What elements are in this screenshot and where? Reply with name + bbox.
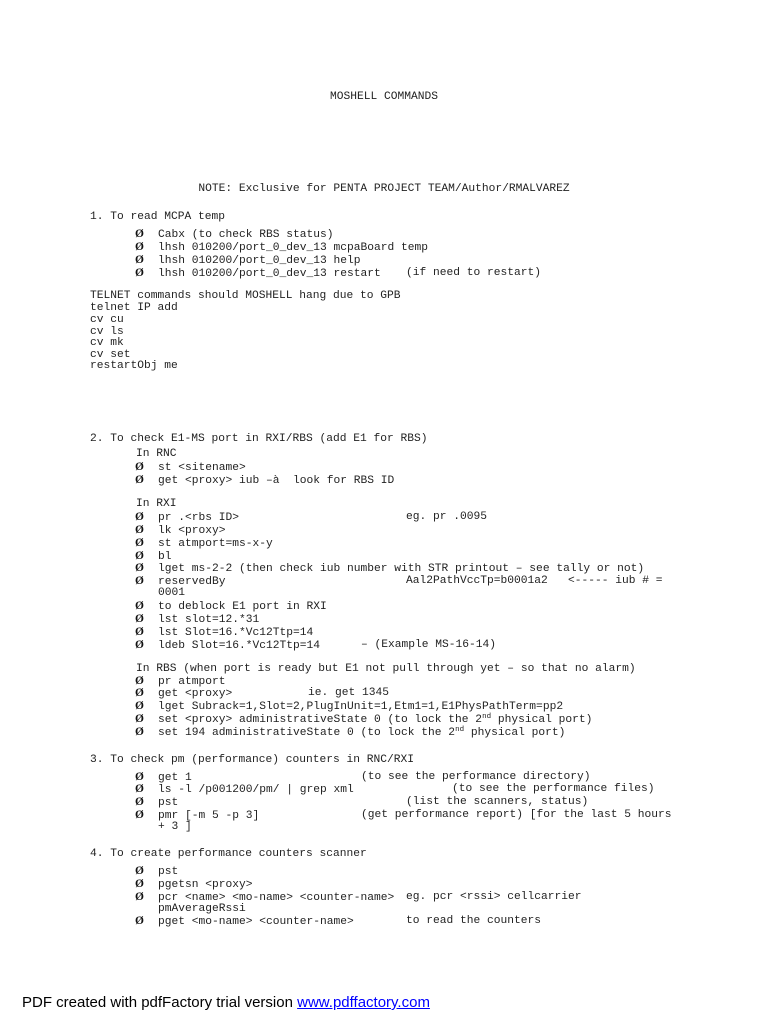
bullet-icon: Ø — [135, 575, 144, 587]
list-item — [135, 796, 589, 810]
command-text-part: set 194 administrativeState 0 (to lock the 2 — [158, 727, 456, 739]
bullet-icon: Ø — [135, 550, 144, 562]
command-note: Aal2PathVccTp=b0001a2 <----- iub # = — [406, 575, 663, 587]
list-item — [135, 474, 394, 488]
list-item — [135, 241, 428, 255]
bullet-icon: Ø — [135, 461, 144, 473]
command-text: pst — [158, 866, 179, 878]
command-note: (to see the performance directory) — [361, 771, 591, 783]
bullet-icon: Ø — [135, 796, 144, 808]
telnet-line: cv cu — [90, 314, 124, 326]
subsection-label-rnc: In RNC — [136, 448, 177, 460]
command-text: ls -l /p001200/pm/ | grep xml — [158, 784, 354, 796]
command-text: get <proxy> — [158, 688, 233, 700]
list-item — [135, 783, 655, 797]
list-item — [135, 915, 542, 929]
list-item — [135, 700, 563, 714]
pdf-footer — [22, 994, 430, 1012]
bullet-icon: Ø — [135, 865, 144, 877]
list-item — [135, 254, 361, 268]
bullet-icon: Ø — [135, 675, 144, 687]
command-text: lst Slot=16.*Vc12Ttp=14 — [158, 627, 314, 639]
list-item — [135, 461, 246, 475]
list-item — [135, 878, 253, 892]
list-item — [135, 726, 565, 740]
bullet-icon: Ø — [135, 537, 144, 549]
telnet-line: restartObj me — [90, 360, 178, 372]
bullet-icon: Ø — [135, 639, 144, 651]
command-note: ie. get 1345 — [308, 687, 390, 699]
bullet-icon: Ø — [135, 254, 144, 266]
list-item — [135, 267, 542, 281]
command-text: ldeb Slot=16.*Vc12Ttp=14 — [158, 640, 321, 652]
command-text: pr .<rbs ID> — [158, 512, 240, 524]
telnet-line: telnet IP add — [90, 302, 178, 314]
command-text: pr atmport — [158, 676, 226, 688]
command-text: get <proxy> iub –à look for RBS ID — [158, 475, 395, 487]
list-item — [135, 511, 488, 525]
telnet-heading: TELNET commands should MOSHELL hang due to GPB — [90, 290, 401, 302]
list-item — [135, 713, 592, 727]
command-text: lhsh 010200/port_0_dev_13 restart — [158, 268, 381, 280]
bullet-icon: Ø — [135, 626, 144, 638]
bullet-icon: Ø — [135, 726, 144, 738]
command-text: pgetsn <proxy> — [158, 879, 253, 891]
command-note: (list the scanners, status) — [406, 796, 589, 808]
author-note: NOTE: Exclusive for PENTA PROJECT TEAM/Author/RMALVAREZ — [198, 183, 570, 195]
list-item — [135, 809, 672, 823]
command-note: – (Example MS-16-14) — [361, 639, 497, 651]
bullet-icon: Ø — [135, 687, 144, 699]
command-note: (to see the performance files) — [452, 783, 655, 795]
bullet-icon: Ø — [135, 241, 144, 253]
list-item — [135, 524, 226, 538]
command-text — [158, 727, 565, 740]
bullet-icon: Ø — [135, 562, 144, 574]
command-text: Cabx (to check RBS status) — [158, 229, 334, 241]
command-text: st <sitename> — [158, 462, 246, 474]
page-title: MOSHELL COMMANDS — [329, 91, 439, 103]
bullet-icon: Ø — [135, 228, 144, 240]
command-note: eg. pr .0095 — [406, 511, 488, 523]
section-4-heading: 4. To create performance counters scanner — [90, 848, 367, 860]
command-note: (if need to restart) — [406, 267, 542, 279]
telnet-line: cv set — [90, 349, 131, 361]
bullet-icon: Ø — [135, 600, 144, 612]
bullet-icon: Ø — [135, 524, 144, 536]
bullet-icon: Ø — [135, 809, 144, 821]
command-continuation: + 3 ] — [158, 821, 192, 833]
command-text: reservedBy — [158, 576, 226, 588]
list-item — [135, 865, 178, 879]
list-item — [135, 613, 259, 627]
command-text: st atmport=ms-x-y — [158, 538, 273, 550]
footer-link[interactable]: www.pdffactory.com — [297, 994, 430, 1011]
bullet-icon: Ø — [135, 474, 144, 486]
command-text-part: set <proxy> administrativeState 0 (to lock the 2 — [158, 714, 483, 726]
bullet-icon: Ø — [135, 613, 144, 625]
command-text: bl — [158, 551, 172, 563]
command-text: lk <proxy> — [158, 525, 226, 537]
command-note: eg. pcr <rssi> cellcarrier — [406, 891, 582, 903]
bullet-icon: Ø — [135, 713, 144, 725]
command-text: pst — [158, 797, 179, 809]
command-text: to deblock E1 port in RXI — [158, 601, 327, 613]
ordinal-suffix: nd — [482, 713, 492, 721]
list-item — [135, 626, 313, 640]
bullet-icon: Ø — [135, 915, 144, 927]
bullet-icon: Ø — [135, 878, 144, 890]
section-1-heading: 1. To read MCPA temp — [90, 211, 226, 223]
command-note: to read the counters — [406, 915, 542, 927]
bullet-icon: Ø — [135, 267, 144, 279]
bullet-icon: Ø — [135, 891, 144, 903]
section-3-heading: 3. To check pm (performance) counters in RNC/RXI — [90, 754, 415, 766]
telnet-line: cv mk — [90, 337, 124, 349]
bullet-icon: Ø — [135, 511, 144, 523]
bullet-icon: Ø — [135, 700, 144, 712]
command-text: pget <mo-name> <counter-name> — [158, 916, 354, 928]
command-continuation: pmAverageRssi — [158, 903, 246, 915]
command-text: lget ms-2-2 (then check iub number with STR printout – see tally or not) — [158, 563, 645, 575]
footer-text: PDF created with pdfFactory trial version — [22, 994, 298, 1011]
bullet-icon: Ø — [135, 783, 144, 795]
list-item — [135, 687, 390, 701]
list-item — [135, 562, 644, 576]
command-text: lst slot=12.*31 — [158, 614, 260, 626]
command-text: lhsh 010200/port_0_dev_13 help — [158, 255, 361, 267]
command-text: get 1 — [158, 772, 192, 784]
command-text: lhsh 010200/port_0_dev_13 mcpaBoard temp — [158, 242, 429, 254]
command-text: pcr <name> <mo-name> <counter-name> — [158, 892, 395, 904]
command-continuation: 0001 — [158, 587, 186, 599]
list-item — [135, 639, 497, 653]
list-item — [135, 600, 327, 614]
subsection-label-rxi: In RXI — [136, 498, 177, 510]
bullet-icon: Ø — [135, 771, 144, 783]
command-text-part: physical port) — [491, 714, 593, 726]
command-text-part: physical port) — [464, 727, 566, 739]
subsection-label-rbs: In RBS (when port is ready but E1 not pull through yet – so that no alarm) — [136, 663, 636, 675]
list-item — [135, 537, 273, 551]
section-2-heading: 2. To check E1-MS port in RXI/RBS (add E1 for RBS) — [90, 433, 428, 445]
ordinal-suffix: nd — [455, 726, 465, 734]
command-text: lget Subrack=1,Slot=2,PlugInUnit=1,Etm1=1,E1PhysPathTerm=pp2 — [158, 701, 564, 713]
list-item — [135, 228, 334, 242]
command-text: pmr [-m 5 -p 3] — [158, 810, 260, 822]
telnet-line: cv ls — [90, 326, 124, 338]
command-note: (get performance report) [for the last 5 hours — [361, 809, 672, 821]
